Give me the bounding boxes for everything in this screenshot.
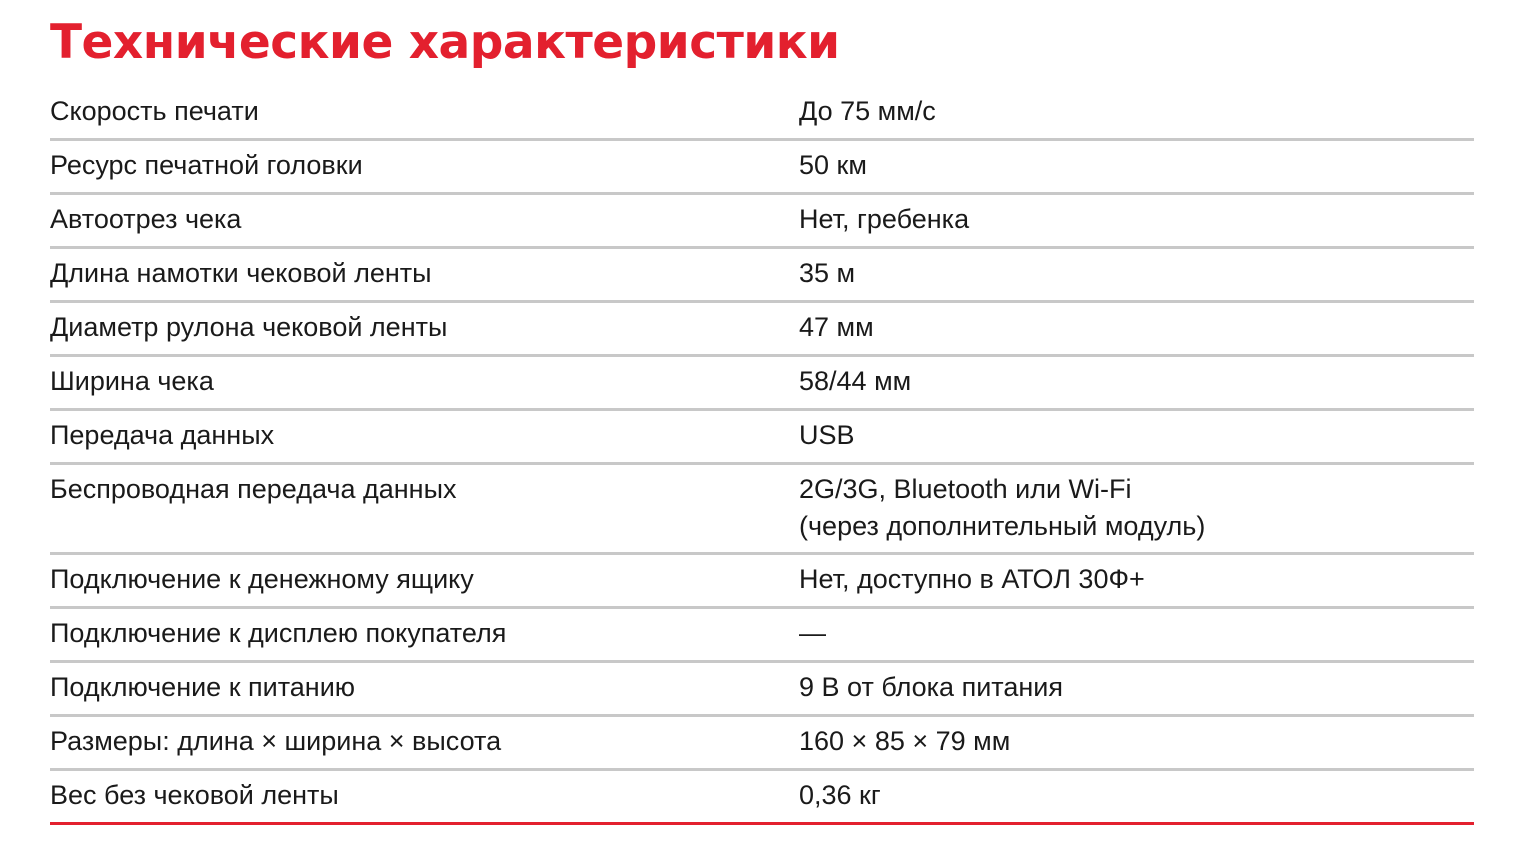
spec-row (50, 141, 1474, 195)
spec-table (50, 87, 1474, 825)
spec-label: Скорость печати (50, 96, 259, 126)
spec-row (50, 87, 1474, 141)
spec-value: 58/44 мм (799, 366, 912, 396)
spec-value: 47 мм (799, 312, 874, 342)
spec-row (50, 303, 1474, 357)
spec-label: Подключение к дисплею покупателя (50, 618, 507, 648)
spec-label: Размеры: длина × ширина × высота (50, 726, 502, 756)
spec-value: 0,36 кг (799, 780, 881, 810)
spec-value: 35 м (799, 258, 856, 288)
spec-value (799, 465, 1474, 552)
spec-label: Ширина чека (50, 366, 214, 396)
spec-row (50, 411, 1474, 465)
spec-row (50, 771, 1474, 825)
spec-label: Передача данных (50, 420, 275, 450)
spec-row (50, 717, 1474, 771)
page-title: Технические характеристики (50, 15, 840, 70)
spec-value-line: (через дополнительный модуль) (799, 511, 1206, 541)
spec-value: 160 × 85 × 79 мм (799, 726, 1011, 756)
spec-value: — (799, 618, 826, 648)
spec-row (50, 357, 1474, 411)
spec-value: Нет, гребенка (799, 204, 970, 234)
spec-row (50, 195, 1474, 249)
spec-label: Длина намотки чековой ленты (50, 258, 432, 288)
spec-label: Автоотрез чека (50, 204, 242, 234)
spec-label: Подключение к питанию (50, 672, 356, 702)
spec-row (50, 249, 1474, 303)
spec-sheet (50, 0, 1474, 810)
spec-row (50, 465, 1474, 555)
spec-label: Вес без чековой ленты (50, 780, 339, 810)
spec-label: Диаметр рулона чековой ленты (50, 312, 448, 342)
spec-row (50, 663, 1474, 717)
spec-label: Подключение к денежному ящику (50, 564, 474, 594)
spec-value: Нет, доступно в АТОЛ 30Ф+ (799, 564, 1145, 594)
spec-row (50, 555, 1474, 609)
spec-label: Беспроводная передача данных (50, 474, 457, 504)
spec-label: Ресурс печатной головки (50, 150, 363, 180)
spec-value: 9 В от блока питания (799, 672, 1063, 702)
spec-value: До 75 мм/с (799, 96, 936, 126)
spec-value: USB (799, 420, 855, 450)
spec-value-line: 2G/3G, Bluetooth или Wi-Fi (799, 474, 1132, 504)
spec-row (50, 609, 1474, 663)
spec-value: 50 км (799, 150, 867, 180)
